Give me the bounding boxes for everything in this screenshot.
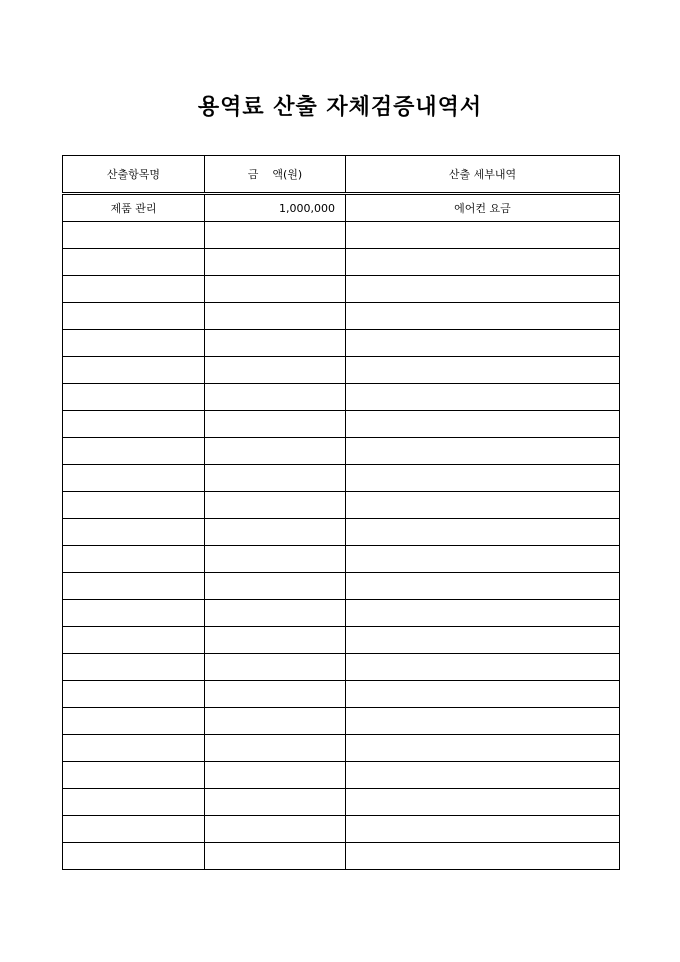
detail-cell: [346, 735, 620, 762]
item-name-cell: [63, 573, 205, 600]
detail-cell: [346, 519, 620, 546]
detail-cell: [346, 843, 620, 870]
amount-cell: [205, 357, 346, 384]
detail-cell: [346, 546, 620, 573]
amount-cell: [205, 492, 346, 519]
item-name-cell: [63, 708, 205, 735]
header-row: [63, 156, 620, 194]
detail-cell: [346, 816, 620, 843]
amount-cell: [205, 681, 346, 708]
table-body: [63, 194, 620, 870]
amount-cell: [205, 222, 346, 249]
item-name-cell: [63, 519, 205, 546]
item-name-cell: [63, 654, 205, 681]
header-item-name: 산출항목명: [63, 156, 205, 194]
table-row: [63, 735, 620, 762]
amount-cell: [205, 546, 346, 573]
table-row: [63, 222, 620, 249]
detail-cell: [346, 708, 620, 735]
amount-cell: [205, 519, 346, 546]
table-row: [63, 789, 620, 816]
table-row: [63, 546, 620, 573]
amount-cell: [205, 465, 346, 492]
table-row: [63, 654, 620, 681]
detail-cell: [346, 762, 620, 789]
amount-cell: 1,000,000: [205, 194, 346, 222]
amount-cell: [205, 762, 346, 789]
item-name-cell: [63, 303, 205, 330]
table-row: [63, 816, 620, 843]
table-row: [63, 843, 620, 870]
detail-cell: [346, 654, 620, 681]
item-name-cell: [63, 222, 205, 249]
amount-cell: [205, 438, 346, 465]
verification-table: [62, 155, 620, 870]
item-name-cell: [63, 762, 205, 789]
detail-cell: [346, 384, 620, 411]
detail-cell: [346, 411, 620, 438]
table-row: [63, 194, 620, 222]
table-row: [63, 492, 620, 519]
amount-cell: [205, 627, 346, 654]
detail-cell: 에어컨 요금: [346, 194, 620, 222]
item-name-cell: [63, 465, 205, 492]
table-row: [63, 465, 620, 492]
detail-cell: [346, 492, 620, 519]
table-row: [63, 573, 620, 600]
item-name-cell: [63, 843, 205, 870]
table-row: [63, 681, 620, 708]
detail-cell: [346, 681, 620, 708]
detail-cell: [346, 357, 620, 384]
amount-cell: [205, 384, 346, 411]
item-name-cell: 제품 관리: [63, 194, 205, 222]
table-row: [63, 330, 620, 357]
amount-cell: [205, 708, 346, 735]
item-name-cell: [63, 276, 205, 303]
item-name-cell: [63, 384, 205, 411]
document-title: 용역료 산출 자체검증내역서: [197, 95, 483, 120]
amount-cell: [205, 249, 346, 276]
table-row: [63, 276, 620, 303]
detail-cell: [346, 600, 620, 627]
item-name-cell: [63, 681, 205, 708]
item-name-cell: [63, 249, 205, 276]
header-detail: 산출 세부내역: [346, 156, 620, 194]
amount-cell: [205, 573, 346, 600]
item-name-cell: [63, 492, 205, 519]
item-name-cell: [63, 627, 205, 654]
header-amount: 금 액(원): [205, 156, 346, 194]
table-row: [63, 519, 620, 546]
detail-cell: [346, 330, 620, 357]
item-name-cell: [63, 600, 205, 627]
detail-cell: [346, 222, 620, 249]
detail-cell: [346, 303, 620, 330]
table-row: [63, 600, 620, 627]
amount-cell: [205, 735, 346, 762]
amount-cell: [205, 303, 346, 330]
item-name-cell: [63, 330, 205, 357]
amount-cell: [205, 330, 346, 357]
amount-cell: [205, 843, 346, 870]
item-name-cell: [63, 546, 205, 573]
table-row: [63, 303, 620, 330]
table-row: [63, 357, 620, 384]
item-name-cell: [63, 789, 205, 816]
table-row: [63, 708, 620, 735]
table-row: [63, 762, 620, 789]
amount-cell: [205, 654, 346, 681]
item-name-cell: [63, 816, 205, 843]
amount-cell: [205, 411, 346, 438]
detail-cell: [346, 249, 620, 276]
detail-cell: [346, 276, 620, 303]
detail-cell: [346, 627, 620, 654]
amount-cell: [205, 276, 346, 303]
table-row: [63, 627, 620, 654]
detail-cell: [346, 438, 620, 465]
detail-cell: [346, 789, 620, 816]
item-name-cell: [63, 735, 205, 762]
table-row: [63, 384, 620, 411]
table-row: [63, 438, 620, 465]
table-row: [63, 249, 620, 276]
amount-cell: [205, 789, 346, 816]
table-row: [63, 411, 620, 438]
amount-cell: [205, 816, 346, 843]
detail-cell: [346, 465, 620, 492]
detail-cell: [346, 573, 620, 600]
item-name-cell: [63, 438, 205, 465]
item-name-cell: [63, 357, 205, 384]
amount-cell: [205, 600, 346, 627]
item-name-cell: [63, 411, 205, 438]
